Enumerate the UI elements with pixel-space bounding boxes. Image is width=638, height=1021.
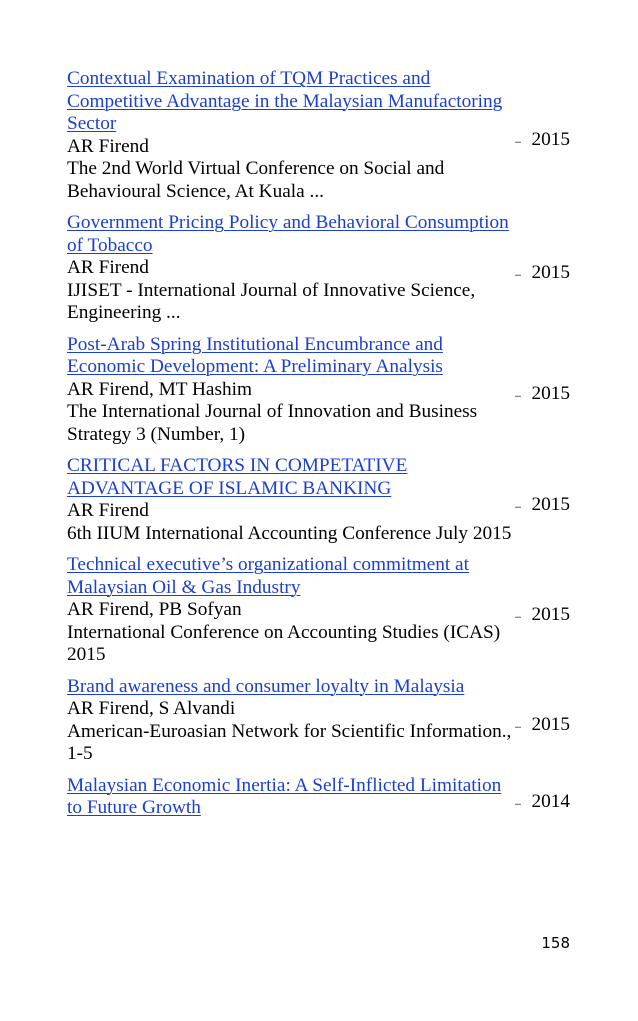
publication-authors: AR Firend: [67, 135, 149, 157]
publication-year: 2015: [531, 383, 570, 404]
year-marker: [515, 275, 521, 276]
publication-item: [67, 212, 587, 334]
year-marker: [515, 142, 521, 143]
publication-title-link[interactable]: Malaysian Economic Inertia: A Self-Inflicted Limitation to Future Growth: [67, 774, 502, 818]
year-marker: [515, 506, 521, 507]
publication-authors: AR Firend: [67, 257, 149, 278]
publication-title-link[interactable]: Contextual Examination of TQM Practices and Competitive Advantage in the Malaysian Manufactoring Sector: [67, 68, 503, 134]
year-marker: [515, 396, 521, 397]
publication-venue: International Conference on Accounting Studies (ICAS) 2015: [67, 621, 501, 665]
publication-title-link[interactable]: Post-Arab Spring Institutional Encumbrance and Economic Development: A Preliminary Analysis: [67, 333, 443, 377]
year-marker: [515, 803, 521, 804]
publication-details: [67, 212, 512, 325]
publication-year-cell: [515, 262, 570, 285]
publication-title-link[interactable]: CRITICAL FACTORS IN COMPETATIVE ADVANTAGE OF ISLAMIC BANKING: [67, 455, 408, 499]
publication-venue: IJISET - International Journal of Innovative Science, Engineering ...: [67, 279, 476, 323]
publication-year: 2015: [531, 603, 570, 625]
publication-year: 2015: [531, 493, 570, 515]
publication-year-cell: [515, 714, 570, 737]
publication-year-cell: [515, 604, 570, 627]
publication-item: [67, 676, 587, 775]
year-marker: [515, 617, 521, 618]
publication-title-link[interactable]: Brand awareness and consumer loyalty in Malaysia: [67, 675, 465, 697]
publication-year: 2014: [531, 790, 570, 812]
publication-title-link[interactable]: Government Pricing Policy and Behavioral Consumption of Tobacco: [67, 212, 509, 256]
publication-authors: AR Firend, S Alvandi: [67, 698, 236, 719]
publication-title-link[interactable]: Technical executive’s organizational commitment at Malaysian Oil & Gas Industry: [67, 554, 469, 598]
year-marker: [515, 727, 521, 728]
publication-item: [67, 775, 587, 829]
publication-details: [67, 676, 512, 766]
publication-item: [67, 455, 587, 554]
publication-details: [67, 554, 512, 667]
publication-details: [67, 68, 512, 203]
publication-year: 2015: [531, 713, 570, 735]
publication-details: [67, 334, 512, 447]
publication-item: [67, 334, 587, 456]
publication-year: 2015: [531, 128, 570, 150]
publication-year-cell: [515, 790, 570, 813]
publication-venue: 6th IIUM International Accounting Conference July 2015: [67, 522, 512, 544]
publication-venue: The 2nd World Virtual Conference on Social and Behavioural Science, At Kuala ...: [67, 158, 445, 202]
publication-authors: AR Firend, MT Hashim: [67, 378, 252, 400]
publication-venue: The International Journal of Innovation and Business Strategy 3 (Number, 1): [67, 401, 478, 445]
publication-item: [67, 554, 587, 676]
publication-year-cell: [515, 383, 570, 406]
publication-authors: AR Firend, PB Sofyan: [67, 599, 242, 620]
publication-venue: American-Euroasian Network for Scientific Information., 1-5: [67, 720, 512, 764]
publication-authors: AR Firend: [67, 500, 149, 521]
publication-details: [67, 775, 512, 820]
publication-list: [67, 68, 587, 829]
publication-details: [67, 455, 512, 545]
publication-year-cell: [515, 129, 570, 152]
publication-item: [67, 68, 587, 212]
page-number: 158: [541, 934, 570, 952]
publication-year-cell: [515, 493, 570, 516]
publication-year: 2015: [531, 261, 570, 283]
